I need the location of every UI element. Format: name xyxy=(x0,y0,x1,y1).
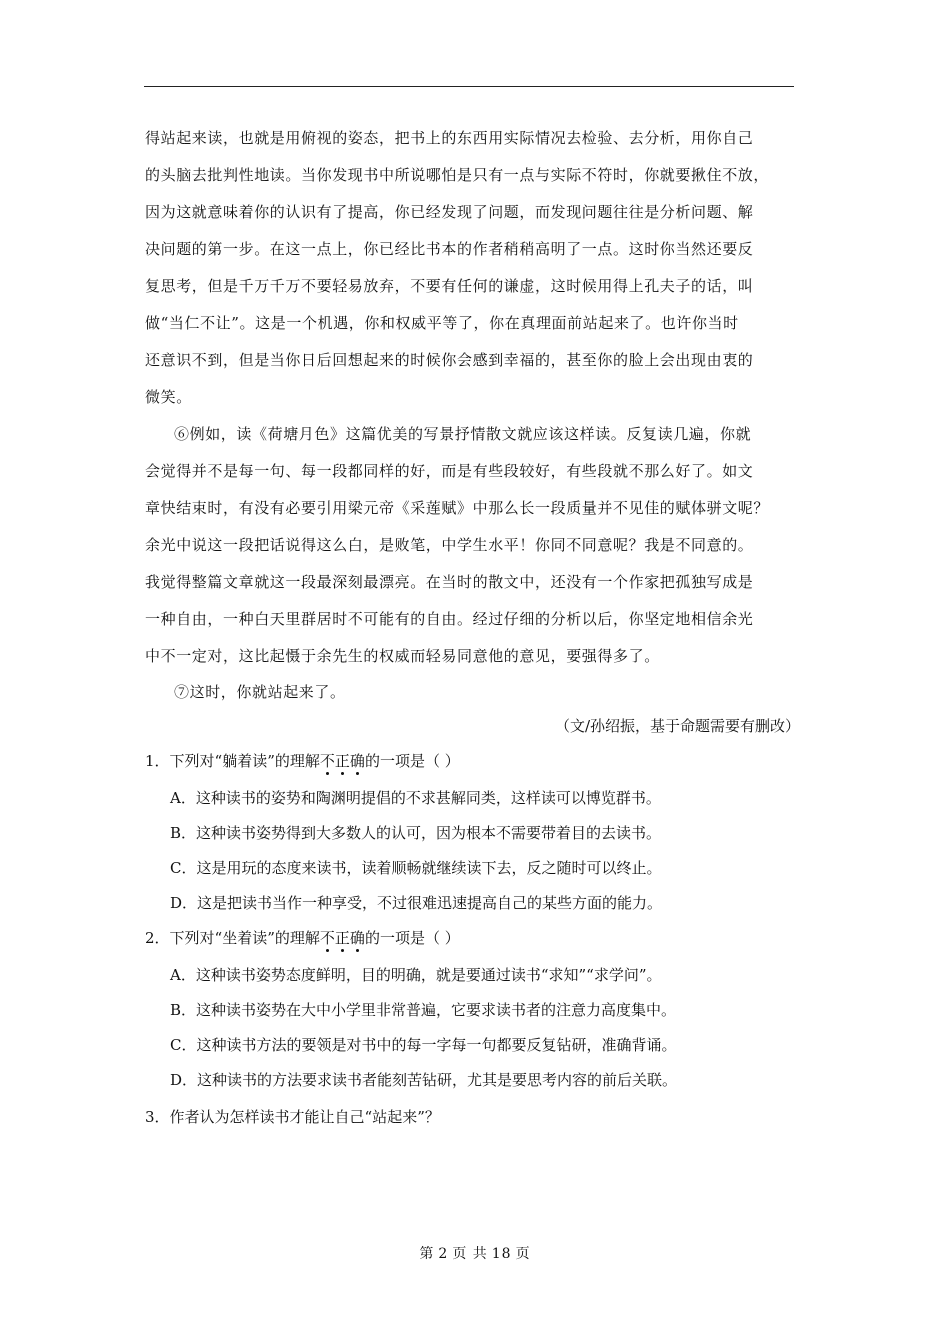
passage-line: 决问题的第一步。在这一点上，你已经比书本的作者稍稍高明了一点。这时你当然还要反 xyxy=(145,240,754,258)
passage-line: 我觉得整篇文章就这一段最深刻最漂亮。在当时的散文中，还没有一个作家把孤独写成是 xyxy=(145,573,754,591)
question-1-stem xyxy=(145,751,460,771)
option-c: C．这种读书方法的要领是对书中的每一字每一句都要反复钻研，准确背诵。 xyxy=(170,1036,677,1054)
page-number: 2 xyxy=(438,1246,449,1262)
passage-line: 一种自由，一种白天里群居时不可能有的自由。经过仔细的分析以后，你坚定地相信余光 xyxy=(145,610,754,628)
paragraph-7: ⑦这时，你就站起来了。 xyxy=(174,683,346,701)
passage-line: 微笑。 xyxy=(145,388,192,406)
total-pages: 18 xyxy=(491,1246,512,1262)
option-d: D．这种读书的方法要求读书者能刻苦钻研，尤其是要思考内容的前后关联。 xyxy=(170,1071,678,1089)
emphasis-char: 不 xyxy=(319,929,335,947)
question-3: 3．作者认为怎样读书才能让自己“站起来”？ xyxy=(145,1108,440,1126)
emphasis-char: 正 xyxy=(334,752,350,770)
emphasis-char: 正 xyxy=(334,929,350,947)
emphasis-char: 确 xyxy=(349,929,365,947)
passage-line: 余光中说这一段把话说得这么白，是败笔，中学生水平！你同不同意呢？我是不同意的。 xyxy=(145,536,754,554)
passage-line: 的头脑去批判性地读。当你发现书中所说哪怕是只有一点与实际不符时，你就要揪住不放， xyxy=(145,166,770,184)
question-text: 2．下列对“坐着读”的理解 xyxy=(145,929,320,947)
page-footer xyxy=(0,1245,950,1263)
option-a: A．这种读书姿势态度鲜明，目的明确，就是要通过读书“求知”“求学问”。 xyxy=(170,966,662,984)
passage-line: 还意识不到，但是当你日后回想起来的时候你会感到幸福的，甚至你的脸上会出现由衷的 xyxy=(145,351,754,369)
footer-text: 页 xyxy=(515,1246,531,1262)
emphasis-char: 确 xyxy=(349,752,365,770)
passage-line: 中不一定对，这比起慑于余先生的权威而轻易同意他的意见，要强得多了。 xyxy=(145,647,660,665)
footer-text: 第 xyxy=(419,1246,435,1262)
paragraph-6-start: ⑥例如，读《荷塘月色》这篇优美的写景抒情散文就应该这样读。反复读几遍，你就 xyxy=(174,425,752,443)
passage-line: 章快结束时，有没有必要引用梁元帝《采莲赋》中那么长一段质量并不见佳的赋体骈文呢？ xyxy=(145,499,770,517)
option-b: B．这种读书姿势在大中小学里非常普遍，它要求读书者的注意力高度集中。 xyxy=(170,1001,677,1019)
option-d: D．这是把读书当作一种享受，不过很难迅速提高自己的某些方面的能力。 xyxy=(170,894,663,912)
passage-line: 复思考，但是千万千万不要轻易放弃，不要有任何的谦虚，这时候用得上孔夫子的话，叫 xyxy=(145,277,754,295)
question-2-stem xyxy=(145,928,460,948)
passage-line: 得站起来读，也就是用俯视的姿态，把书上的东西用实际情况去检验、去分析，用你自己 xyxy=(145,129,754,147)
footer-text: 页 共 xyxy=(452,1246,488,1262)
option-c: C．这是用玩的态度来读书，读着顺畅就继续读下去，反之随时可以终止。 xyxy=(170,859,662,877)
passage-line: 因为这就意味着你的认识有了提高，你已经发现了问题，而发现问题往往是分析问题、解 xyxy=(145,203,754,221)
question-text: 的一项是（ ） xyxy=(364,929,460,947)
passage-line: 做“当仁不让”。这是一个机遇，你和权威平等了，你在真理面前站起来了。也许你当时 xyxy=(145,314,739,332)
source-citation: （文/孙绍振，基于命题需要有删改） xyxy=(554,717,800,735)
option-b: B．这种读书姿势得到大多数人的认可，因为根本不需要带着目的去读书。 xyxy=(170,824,662,842)
question-text: 的一项是（ ） xyxy=(364,752,460,770)
option-a: A．这种读书的姿势和陶渊明提倡的不求甚解同类，这样读可以博览群书。 xyxy=(170,789,661,807)
header-rule xyxy=(144,86,794,87)
emphasis-char: 不 xyxy=(319,752,335,770)
passage-line: 会觉得并不是每一句、每一段都同样的好，而是有些段较好，有些段就不那么好了。如文 xyxy=(145,462,754,480)
question-text: 1．下列对“躺着读”的理解 xyxy=(145,752,320,770)
